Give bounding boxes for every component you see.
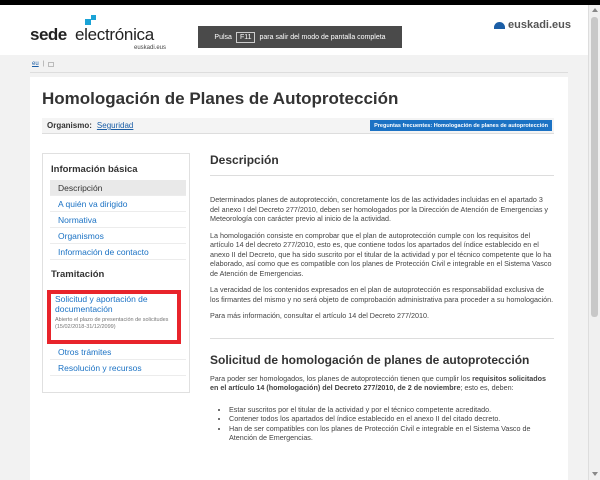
section-title-descripcion: Descripción	[210, 153, 279, 167]
section-title-solicitud: Solicitud de homologación de planes de autoprotección	[210, 352, 530, 367]
solicitud-intro-paragraph	[210, 374, 554, 393]
scroll-thumb[interactable]	[591, 17, 598, 317]
sidebar-heading-tramitacion: Tramitación	[51, 269, 105, 280]
logo-sede-text: sede	[30, 25, 67, 44]
solicitud-title: Solicitud y aportación de documentación	[55, 294, 148, 314]
organism-label: Organismo:	[47, 121, 92, 130]
description-paragraph: La veracidad de los contenidos expresados en el plan de autoprotección es responsabilidad exclusiva de los firmantes del mismo y no será objeto de comprobación administrativa para proceder a su homologación.	[210, 285, 554, 304]
solicitud-intro-end: ; esto es, deben:	[460, 383, 514, 392]
fullscreen-pre: Pulsa	[214, 33, 232, 41]
requirement-item: • Han de ser compatibles con los planes de Protección Civil e integrable en el Sistema Vasco de Atención de Emergencias.	[229, 424, 554, 443]
sidebar-item-resolucion[interactable]: Resolución y recursos	[50, 360, 186, 376]
scroll-up-arrow-icon[interactable]	[592, 8, 598, 12]
breadcrumb-home-link[interactable]: eu	[32, 61, 39, 67]
sidebar-item-otros-tramites[interactable]: Otros trámites	[50, 344, 186, 360]
logo-square-icon	[91, 15, 96, 20]
sidebar-item-a-quien[interactable]: A quién va dirigido	[50, 196, 186, 212]
main-card	[30, 77, 568, 480]
fullscreen-post: para salir del modo de pantalla completa	[259, 33, 386, 41]
requirement-item: • Contener todos los apartados del índice establecido en el anexo II del citado decreto.	[229, 414, 554, 424]
breadcrumb-divider	[30, 72, 568, 73]
main-content	[210, 153, 554, 443]
vertical-scrollbar[interactable]	[588, 5, 600, 480]
breadcrumb-page-icon	[48, 62, 54, 67]
sidebar-item-contacto[interactable]: Información de contacto	[50, 244, 186, 260]
sidebar-heading-basic: Información básica	[51, 164, 138, 175]
solicitud-deadline-note: Abierto el plazo de presentación de solicitudes (15/02/2018-31/12/2099)	[55, 317, 169, 330]
breadcrumb	[30, 58, 568, 70]
section-divider	[210, 338, 554, 339]
solicitud-requirements-bold: requisitos solicitados en el artículo 14 (homologación) del Decreto 277/2010, de 2 de noviembre	[210, 373, 546, 392]
description-paragraph: Determinados planes de autoprotección, concretamente los de las actividades incluidas en el apartado 3 del anexo I del Decreto 277/2010, deben ser homologados por la Dirección de Atención de Emergencias y Meteorología con carácter previo al inicio de la actividad.	[210, 195, 549, 223]
faq-button[interactable]: Preguntas frecuentes: Homologación de planes de autoprotección	[370, 120, 552, 131]
sede-electronica-logo[interactable]	[30, 17, 170, 51]
description-paragraph: La homologación consiste en comprobar que el plan de autoprotección cumple con los requisitos del artículo 14 del decreto 277/2010, esto es, que contiene todos los apartados del índice establecido en el anexo II del Decreto, que ha sido suscrito por el titular de la actividad y por el técnico competente que lo ha elaborado, así como que es compatible con los planes de Protección Civil e integrable en el Sistema Vasco de Atención de Emergencias.	[210, 230, 552, 278]
red-highlight-box	[47, 290, 181, 344]
organism-bar	[42, 118, 554, 134]
scroll-down-arrow-icon[interactable]	[592, 472, 598, 476]
logo-subtitle: euskadi.eus	[134, 45, 167, 51]
requirement-item: • Estar suscritos por el titular de la actividad y por el técnico competente acreditado.	[229, 405, 554, 415]
organism-link[interactable]: Seguridad	[96, 121, 134, 130]
euskadi-brand-link[interactable]	[494, 19, 571, 31]
breadcrumb-separator: |	[42, 61, 45, 67]
fullscreen-notice	[198, 26, 402, 48]
solicitud-intro-text: Para poder ser homologados, los planes de autoprotección tienen que cumplir los	[210, 373, 473, 383]
site-header	[0, 5, 600, 55]
sidebar-item-descripcion[interactable]: Descripción	[50, 180, 186, 196]
page-title: Homologación de Planes de Autoprotección	[42, 89, 399, 108]
euskadi-brand-text: euskadi.eus	[508, 19, 571, 31]
requirements-list	[210, 405, 554, 443]
euskadi-logo-icon	[494, 22, 505, 29]
sidebar-item-normativa[interactable]: Normativa	[50, 212, 186, 228]
section-divider	[210, 175, 554, 176]
f11-key: F11	[236, 32, 256, 43]
sidebar	[42, 153, 190, 393]
description-paragraph: Para más información, consultar el artículo 14 del Decreto 277/2010.	[210, 311, 429, 320]
logo-electronica-text: electrónica	[75, 25, 154, 44]
sidebar-item-organismos[interactable]: Organismos	[50, 228, 186, 244]
